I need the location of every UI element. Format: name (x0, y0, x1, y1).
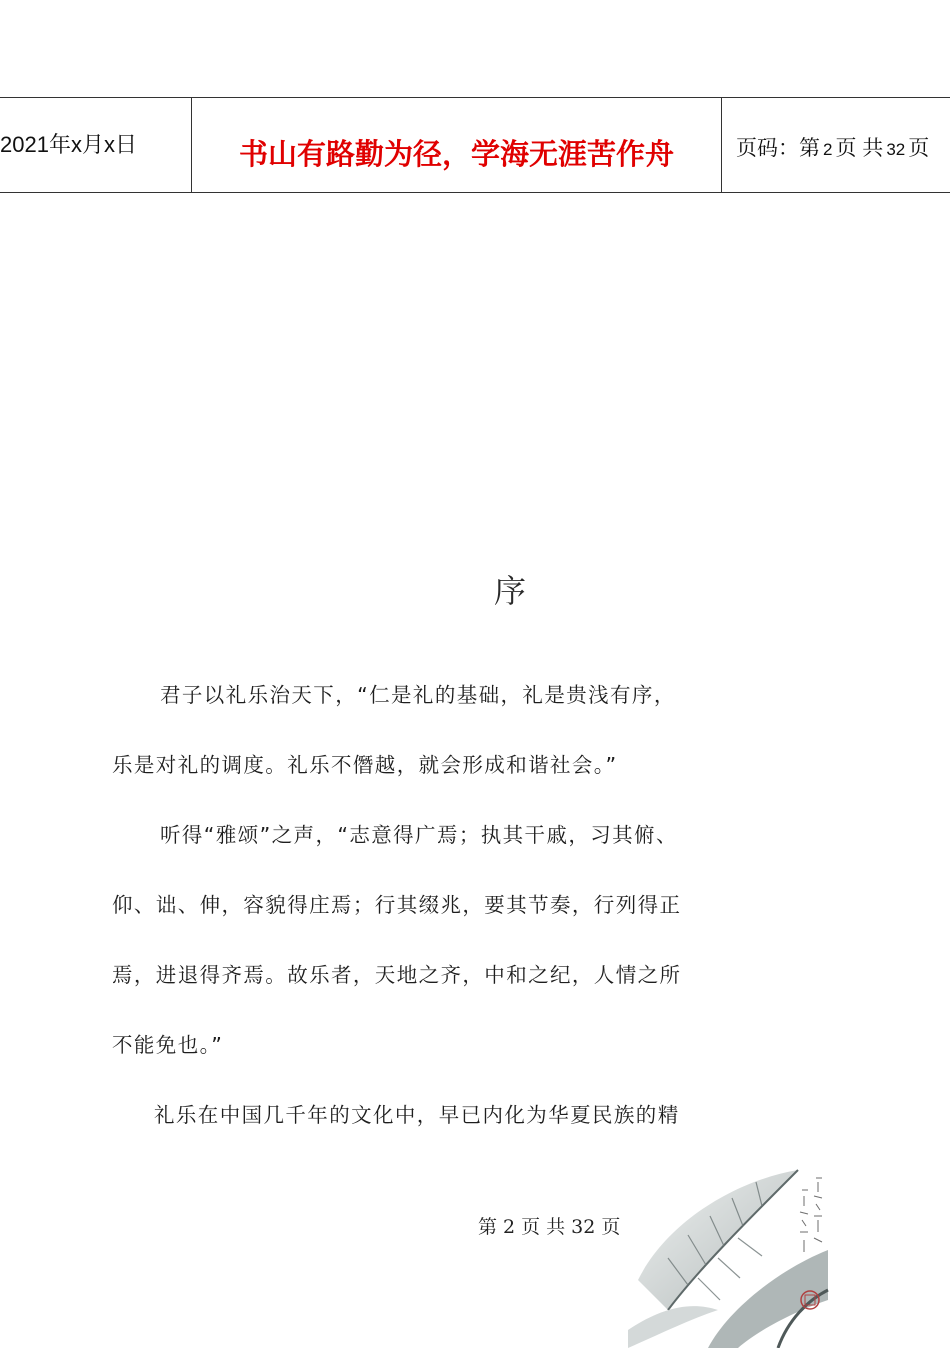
paragraph-2-line-2: 仰、诎、伸，容貌得庄焉；行其缀兆，要其节奏，行列得正 (112, 893, 682, 917)
header-page-suffix: 页 (908, 137, 930, 160)
header-page-total: 32 (886, 140, 906, 159)
footer-prefix: 第 (478, 1216, 498, 1238)
header-page-mid: 页 共 (835, 137, 884, 160)
body-text (112, 678, 842, 1138)
section-title: 序 (493, 572, 526, 610)
paragraph-1-line-1: 君子以礼乐治天下，“仁是礼的基础，礼是贵浅有序， (160, 683, 676, 707)
header-page-current: 2 (823, 140, 833, 159)
header-page-info (722, 98, 950, 192)
paragraph-3-line-1: 礼乐在中国几千年的文化中，早已内化为华夏民族的精 (154, 1103, 680, 1127)
footer-suffix: 页 (601, 1216, 621, 1238)
ink-banana-leaf-painting-icon (628, 1160, 830, 1348)
header-page-prefix: 页码：第 (736, 137, 820, 160)
page-footer (478, 1212, 620, 1239)
footer-mid: 页 共 (521, 1216, 566, 1238)
header-table (0, 97, 950, 193)
paragraph-1-line-2: 乐是对礼的调度。礼乐不僭越，就会形成和谐社会。” (112, 753, 618, 777)
header-date: 2021年x月x日 (0, 98, 192, 192)
footer-current: 2 (503, 1216, 516, 1238)
footer-total: 32 (571, 1216, 596, 1238)
paragraph-2-line-4: 不能免也。” (112, 1033, 224, 1057)
paragraph-2-line-1: 听得“雅颂”之声，“志意得广焉；执其干戚，习其俯、 (160, 823, 678, 847)
header-motto: 书山有路勤为径，学海无涯苦作舟 (192, 98, 722, 192)
paragraph-2-line-3: 焉，进退得齐焉。故乐者，天地之齐，中和之纪，人情之所 (112, 963, 682, 987)
